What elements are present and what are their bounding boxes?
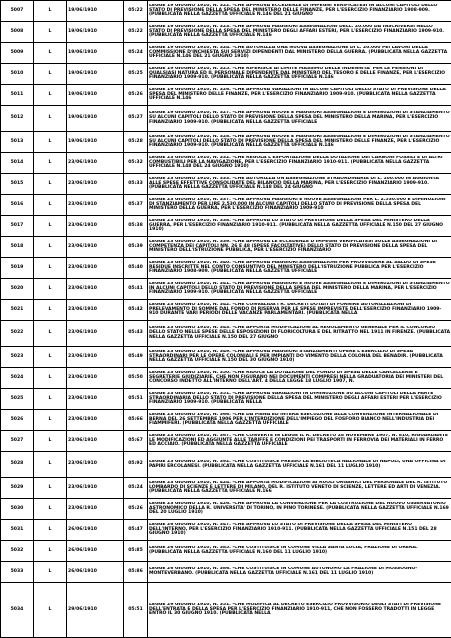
- act-type: L: [34, 410, 67, 431]
- act-description-text: LEGGE 23 GIUGNO 1910, N. 424. -CHE APPORTA MODIFICAZIONI AI RUOLI ORGANICI DEL PERSONALE DEL R. ISTITUTO LOMBARDO DI SCIENZE E LETTERE DI MILANO, DEL R. ISTITUTO VENETO DI SCIENZE, LETTERE ED ARTI DI VENEZIA. (PUBBLICATA NELLA GAZZETTA UFFICIALE N.166: [149, 481, 450, 495]
- act-date: 23/06/1910: [67, 216, 124, 237]
- page-ref: 05:24: [124, 43, 148, 64]
- table-row: [1, 583, 451, 638]
- act-type: L: [34, 279, 67, 300]
- act-date: 23/06/1910: [67, 347, 124, 368]
- act-description: [148, 499, 451, 520]
- act-date: 19/06/1910: [67, 85, 124, 106]
- act-type: L: [34, 1, 67, 22]
- page-ref: 05:33: [124, 174, 148, 195]
- entry-number: 5017: [1, 216, 34, 237]
- act-type: L: [34, 347, 67, 368]
- act-description-text: LEGGE 23 GIUGNO 1910, N. 426. -CHE APPROVA LA CONVENZIONE PER LA COSTRUZIONE DEL NUOVO OSSERVATORIO ASTRONOMICO DELLA R. UNIVERSITA' DI TORINO, IN PINO TORINESE. (PUBBLICATA NELLA GAZZETTA UFFICIALE N.169 DEL 20 LUGLIO 1910): [149, 502, 450, 516]
- act-type: L: [34, 520, 67, 541]
- page-ref: 05:39: [124, 237, 148, 258]
- act-description: [148, 258, 451, 279]
- act-description: [148, 368, 451, 389]
- act-type: L: [34, 300, 67, 321]
- act-type: L: [34, 216, 67, 237]
- act-type: L: [34, 174, 67, 195]
- table-row: [1, 389, 451, 410]
- table-row: [1, 258, 451, 279]
- act-description: [148, 1, 451, 22]
- entry-number: 5034: [1, 583, 34, 638]
- act-date: 26/06/1910: [67, 541, 124, 562]
- act-date: 23/06/1910: [67, 452, 124, 478]
- act-date: 19/06/1910: [67, 106, 124, 132]
- page-ref: 05:51: [124, 389, 148, 410]
- table-row: [1, 132, 451, 153]
- act-description-text: LEGGE 23 GIUGNO 1910, N. 337. -CHE APPROVA MAGGIORI E NUOVE ASSEGNAZIONI PER L. 2.530.000 E DIMINUZIONI DI STANZIAMENTO PER LIRE 2.530.000 IN ALCUNI CAPITOLI DELLO STATO DI PREVISIONE DELLA SPESA DEL MINISTERO DELLA GUERRA, PER L'ESERCIZIO FINANZIARIO 1909-910: [149, 198, 450, 212]
- act-date: 29/06/1910: [67, 583, 124, 638]
- act-description: [148, 562, 451, 583]
- act-description-text: LEGGE 19 GIUGNO 1910, N. 323. -CHE APPROVA MAGGIORI ASSEGNAZIONI DELL. 20.000 DA INSCRIVERSI NELLO STATO DI PREVISIONE DELLA SPESA DEL MINISTERO DEGLI AFFARI ESTERI, PER L'ESERCIZIO FINANZIARIO 1909-910. (PUBBLICATA NELLA GAZZETTA UFFICIALE N.146: [149, 25, 450, 39]
- act-description: [148, 195, 451, 216]
- act-description-text: LEGGE 23 GIUGNO 1910, N. 342. -CHE CONVALIDA I R. DECRETI DOTATI DI FORNIRE AUTORIZZAZIONI DI PRELEVAMENTO DI SOMME DAL FONDO DI RISERVA PER LE SPESE IMPREVISTE DELL'ESERCIZIO FINANZIARIO 1909-910 DURANTE VARI PERIODI DELLE VACANZE PARLAMENTARI. (PUBBLICATA NELLA: [149, 303, 450, 317]
- act-type: L: [34, 258, 67, 279]
- table-row: [1, 452, 451, 478]
- entry-number: 5025: [1, 389, 34, 410]
- act-description-text: LEGGE 19 GIUGNO 1910, N. 326. -CHE APPROVA VARIAZIONI IN ALCUNI CAPITOLI DELLO STATO DI PREVISIONE DELLA SPESA DEL MINISTERO DELLE FINANZE, PER L'ESERCIZIO FINANZIARIO 1909-910. (PUBBLICATA NELLA GAZZETTA UFFICIALE N.146: [149, 88, 450, 102]
- act-date: 23/06/1910: [67, 321, 124, 347]
- page-ref: 05:32: [124, 153, 148, 174]
- entry-number: 5026: [1, 410, 34, 431]
- entry-number: 5011: [1, 85, 34, 106]
- table-row: [1, 478, 451, 499]
- act-description: [148, 85, 451, 106]
- table-row: [1, 431, 451, 452]
- act-date: 23/06/1910: [67, 389, 124, 410]
- register-body: [1, 1, 451, 638]
- entry-number: 5024: [1, 368, 34, 389]
- act-type: L: [34, 43, 67, 64]
- entry-number: 5020: [1, 279, 34, 300]
- act-date: 23/06/1910: [67, 279, 124, 300]
- act-description: [148, 216, 451, 237]
- entry-number: 5008: [1, 22, 34, 43]
- act-date: 23/06/1910: [67, 478, 124, 499]
- page-ref: 05:67: [124, 431, 148, 452]
- entry-number: 5032: [1, 541, 34, 562]
- act-type: L: [34, 541, 67, 562]
- entry-number: 5015: [1, 174, 34, 195]
- act-type: L: [34, 499, 67, 520]
- act-description-text: LEGGE 23 GIUGNO 1910, N. 392. -CHE COSTITUISCE PRESSO LA BIBLIOTECA NAZIONALE DI NAPOLI, UNA OFFICINA DI PAPIRI ERCOLANESI. (PUBBLICATA NELLA GAZZETTA UFFICIALE N.161 DEL 11 LUGLIO 1910): [149, 460, 450, 470]
- act-date: 19/06/1910: [67, 1, 124, 22]
- act-description: [148, 237, 451, 258]
- page-ref: 05:38: [124, 216, 148, 237]
- act-description-text: LEGGE 26 GIUGNO 1910, N. 386. -CHE COSTITUISCE IN COMUNE AUTONOMO LA FRAZIONE DI MOSSOGNO-MONTEVERBANO. (PUBBLICATA NELLA GAZZETTA UFFICIALE N.161 DEL 11 LUGLIO 1910): [149, 567, 450, 577]
- entry-number: 5031: [1, 520, 34, 541]
- table-row: [1, 153, 451, 174]
- table-row: [1, 1, 451, 22]
- page-ref: 05:41: [124, 279, 148, 300]
- act-type: L: [34, 106, 67, 132]
- table-row: [1, 300, 451, 321]
- table-row: [1, 237, 451, 258]
- act-description-text: LEGGE 23 GIUGNO 1910, N. 349. -CHE APPROVA MAGGIORI STANZIAMENTI OPERE L'ESERCIZIO DI SPESA STRAORDINARI PER LE OPERE COLONIALI E PER IMPIANTI DO VIMENTO DELLA COLONIA DEL BENADIR. (PUBBLICATA NELLA GAZZETTA UFFICIALE N.150 DEL 30 GIUGNO 1910): [149, 350, 450, 364]
- page-ref: 05:40: [124, 258, 148, 279]
- page-ref: 05:43: [124, 321, 148, 347]
- act-type: L: [34, 237, 67, 258]
- act-description-text: LEGGE 23 GIUGNO 1910, N. 343. -CHE APPORTA MODIFICAZIONI AL REGOLAMENTO GENERALE PER IL CONCORSO DELLO STATO NELLE SPESE DELLE ESPOSIZIONI DI FLORICOLTURA E DEL RITRATTO NEL 1911 IN FIRENZE. (PUBBLICATA NELLA GAZZETTA UFFICIALE N.150 DEL 27 GIUGNO: [149, 326, 450, 340]
- act-date: 23/06/1910: [67, 258, 124, 279]
- act-date: 23/06/1910: [67, 410, 124, 431]
- act-description-text: LEGGE 23 GIUGNO 1910, N. 333. -CHE AUTORIZZA UN'ASSEGNAZIONE STRAORDINARIA DI L. 100.000 IN AGGIUNTA ALLE SPESE EFFETTIVE CONSOLIDATE DEL BILANCIO DELLA MARINA, PER L'ESERCIZIO FINANZIARIO 1909-910. (PUBBLICATA NELLA GAZZETTA UFFICIALE N.148 DEL 24 GIUGNO: [149, 177, 450, 191]
- act-description: [148, 520, 451, 541]
- act-description: [148, 389, 451, 410]
- act-description-text: LEGGE 19 GIUGNO 1910, N. 325. -CHE RIFERISCE AI LIMITE MASSIMO DELLE INDENNITA' PER LE PENSIONI DI QUALSIASI NATURA ED IL PERSONALE DIPENDENTE DAL MINISTERO DEL TESORO E DELLE FINANZE, PER L'ESERCIZIO FINANZIARIO 1909-910. (PUBBLICATA NELLA GAZZETTA UFFICIALE N.146: [149, 67, 450, 81]
- entry-number: 5018: [1, 237, 34, 258]
- page-ref: 05:26: [124, 85, 148, 106]
- act-date: 19/06/1910: [67, 132, 124, 153]
- act-type: L: [34, 368, 67, 389]
- act-description: [148, 174, 451, 195]
- act-description: [148, 478, 451, 499]
- act-description-text: LEGGE 23 GIUGNO 1910, N. 351. -CHE APPROVA VARIAZIONI IN DIMINUZIONE SU ALCUNI CAPITOLI DELLA PARTE STRAORDINARIA DELLO STATO DI PREVISIONE DELLA SPESA DEL MINISTERO DEGLI AFFARI ESTERI PER L'ESERCIZIO FINANZIARIO 1909-910. (PUBBLICATA NELLA: [149, 392, 450, 406]
- act-description: [148, 583, 451, 638]
- entry-number: 5027: [1, 431, 34, 452]
- act-date: 19/06/1910: [67, 43, 124, 64]
- page-ref: 05:22: [124, 1, 148, 22]
- act-description-text: LEGGE 23 GIUGNO 1910, N. 332. -CHE REGOLA L'ESPORTAZIONE DELLA DOTAZIONE DEI CARBONI FOSSILI E DI ALTRI COMBUSTIBILI PER LA NAVIGAZIONE, PER L'ESERCIZIO FINANZIARIO 1910-911. (PUBBLICATA NELLA GAZZETTA UFFICIALE N.148 DEL 24 GIUGNO 1910): [149, 156, 450, 170]
- page-ref: 05:92: [124, 452, 148, 478]
- table-row: [1, 368, 451, 389]
- act-description-text: LEGGE 19 GIUGNO 1910, N. 324. -CHE AUTORIZZA UNA NUOVA ASSEGNAZIONE DI L. 20.000 PEI LAVORI DELLA COMMISSIONE D'INCHIESTA SUI SERVIZI DIPENDENTI DAL MINISTERO DELLA GUERRA. (PUBBLICATA NELLA GAZZETTA UFFICIALE N.146 DEL 21 GIUGNO 1910): [149, 46, 450, 60]
- table-row: [1, 195, 451, 216]
- act-description: [148, 43, 451, 64]
- act-description: [148, 347, 451, 368]
- entry-number: 5010: [1, 64, 34, 85]
- entry-number: 5029: [1, 478, 34, 499]
- act-type: L: [34, 478, 67, 499]
- page-ref: 05:25: [124, 64, 148, 85]
- act-type: L: [34, 85, 67, 106]
- page-ref: 05:42: [124, 300, 148, 321]
- act-type: L: [34, 132, 67, 153]
- act-description-text: LEGGE 19 GIUGNO 1910, N. 328. -CHE APPROVA NUOVE E MAGGIORI ASSEGNAZIONI E DIMINUZIONI DI STANZIAMENTO SU ALCUNI CAPITOLI DELLO STATO DI PREVISIONE DELLA SPESA DEL MINISTERO DELLE FINANZE, PER L'ESERCIZIO FINANZIARIO 1909-910. (PUBBLICATA NELLA GAZZETTA UFFICIALE N.146: [149, 135, 450, 149]
- act-description-text: LEGGE 23 GIUGNO 1910, N. 367. -CHE CONVERTE IN LEGGE IL R. DECRETO 28 NOVEMBRE 1907, N. 810, RIGUARDANTE LE MODIFICAZIONI ED AGGIUNTE ALLE TARIFFE E CONDIZIONI PEI TRASPORTI IN FERROVIA DEI MATERIALI IN FERRO ED ACCIAIO. (PUBBLICATA NELLA GAZZETTA UFFICIALE: [149, 434, 450, 448]
- act-type: L: [34, 452, 67, 478]
- act-type: L: [34, 389, 67, 410]
- table-row: [1, 562, 451, 583]
- act-description: [148, 321, 451, 347]
- table-row: [1, 43, 451, 64]
- page-ref: 05:85: [124, 541, 148, 562]
- entry-number: 5007: [1, 1, 34, 22]
- act-description: [148, 132, 451, 153]
- page-ref: 05:66: [124, 410, 148, 431]
- act-description-text: LEGGE 23 GIUGNO 1910, N. 340. -CHE APPROVA MAGGIORI ASSEGNAZIONI PER PROVVEDERE AL SALDO DI SPESE RESIDUE INSCRITTE NEL CONTO CONSUNTIVO DEL MINISTERO DELL'ISTRUZIONE PUBBLICA PER L'ESERCIZIO FINANZIARIO 1908-909. (PUBBLICATA NELLA GAZZETTA UFFICIALE: [149, 261, 450, 275]
- entry-number: 5028: [1, 452, 34, 478]
- act-type: L: [34, 195, 67, 216]
- entry-number: 5023: [1, 347, 34, 368]
- act-description: [148, 22, 451, 43]
- act-date: 23/06/1910: [67, 431, 124, 452]
- table-row: [1, 216, 451, 237]
- table-row: [1, 85, 451, 106]
- act-description: [148, 279, 451, 300]
- page-ref: 05:51: [124, 583, 148, 638]
- entry-number: 5030: [1, 499, 34, 520]
- act-date: 19/06/1910: [67, 22, 124, 43]
- page-ref: 05:47: [124, 520, 148, 541]
- page-ref: 05:28: [124, 132, 148, 153]
- act-description-text: LEGGE 23 GIUGNO 1910, N. 338. -CHE APPROVA LO STATO DI PREVISIONE DELLA SPESA DEL MINISTERO DELLA GUERRA, PER L'ESERCIZIO FINANZIARIO 1910-911. (PUBBLICATA NELLA GAZZETTA UFFICIALE N.150 DEL 27 GIUGNO 1910): [149, 219, 450, 233]
- page-ref: 05:37: [124, 195, 148, 216]
- table-row: [1, 22, 451, 43]
- table-row: [1, 106, 451, 132]
- table-row: [1, 520, 451, 541]
- entry-number: 5019: [1, 258, 34, 279]
- act-type: L: [34, 153, 67, 174]
- table-row: [1, 174, 451, 195]
- act-date: 19/06/1910: [67, 64, 124, 85]
- act-description-text: LEGGE 26 GIUGNO 1910, N. 347. -CHE APPROVA LO STATO DI PREVISIONE DELLA SPESA DEL MINISTERO DELL'INTERNO, PER L'ESERCIZIO FINANZIARIO 1910-911. (PUBBLICATA NELLA GAZZETTA UFFICIALE N.151 DEL 28 GIUGNO 1910): [149, 523, 450, 537]
- act-description-text: LEGGE 23 GIUGNO 1910, N. 350. -CHE RIDUCE LA DOTAZIONE DEL FONDO DI SPESA DELLE CANCELLERIE E SEGRETERIE GIUDIZIARIE, CHE NON FIGURANO NEI DOCUMENTI COMPRESI NELLA GRADUATORIA DEI MINISTERI DEL CONCORSO INDETTO ALL'INTERNO DELL'ART. 4 DELLA LEGGE 18 LUGLIO 1907, N.: [149, 371, 450, 385]
- act-date: 26/06/1910: [67, 562, 124, 583]
- act-description-text: LEGGE 23 GIUGNO 1910, N. 339. -CHE APPROVA LE ECCEDENZE D'IMPEGNI VERIFICATESI SULLE ASSEGNAZIONI DI COMPETENZA DEI CAPITOLI NN. 26 E 48 (SPESE FACOLTATIVE) DELLO STATO DI PREVISIONE DELLA SPESA DEL MINISTERO DELL'ISTRUZIONE PUBBLICA, PER L'ESERCIZIO FINANZIARIO: [149, 240, 450, 254]
- entry-number: 5012: [1, 106, 34, 132]
- act-description-text: LEGGE 23 GIUGNO 1910, N. 366. -CHE DA PIENA ED INTERA ESECUZIONE ALLA CONVENZIONE INTERNAZIONALE DI BERNA DEL 26 SETTEMBRE 1906 PER L'INTERDIZIONE DELL'IMPIEGO DEL FOSFORO BIANCO NELL'INDUSTRIA DEI FIAMMIFERI. (PUBBLICATA NELLA GAZZETTA UFFICIALE: [149, 413, 450, 427]
- table-row: [1, 541, 451, 562]
- table-row: [1, 347, 451, 368]
- entry-number: 5016: [1, 195, 34, 216]
- act-description: [148, 106, 451, 132]
- act-type: L: [34, 64, 67, 85]
- page-ref: 05:24: [124, 478, 148, 499]
- act-description-text: LEGGE 19 GIUGNO 1910, N. 322. -CHE APPROVA ECCEDENZE DI IMPEGNI VERIFICATESI IN ALCUNI CAPITOLI DELLO STATO DI PREVISIONE DELLA SPESA DEL MINISTERO DELLE FINANZE, PER L'ESERCIZIO FINANZIARIO 1908-909. (PUBBLICATA NELLA GAZZETTA UFFICIALE N.146 DEL 21 GIUGNO: [149, 4, 450, 18]
- act-date: 26/06/1910: [67, 520, 124, 541]
- act-description: [148, 64, 451, 85]
- page-ref: 05:49: [124, 347, 148, 368]
- act-description: [148, 431, 451, 452]
- act-date: 23/06/1910: [67, 195, 124, 216]
- act-description-text: LEGGE 19 GIUGNO 1910, N. 327. -CHE APPROVA NUOVE E MAGGIORI ASSEGNAZIONI E DIMINUZIONI DI STANZIAMENTO SU ALCUNI CAPITOLI DELLO STATO DI PREVISIONE DELLA SPESA DEL MINISTERO DELLA MARINA, PER L'ESERCIZIO FINANZIARIO 1909-910. (PUBBLICATA NELLA GAZZETTA UFFICIALE: [149, 111, 450, 125]
- act-type: L: [34, 22, 67, 43]
- table-row: [1, 410, 451, 431]
- page-ref: 05:50: [124, 368, 148, 389]
- act-date: 23/06/1910: [67, 153, 124, 174]
- entry-number: 5014: [1, 153, 34, 174]
- act-description-text: LEGGE 23 GIUGNO 1910, N. 341. -CHE APPROVA MAGGIORI E NUOVE ASSEGNAZIONI E DIMINUZIONI DI STANZIAMENTO IN ALCUNI CAPITOLI DELLO STATO DI PREVISIONE DELLA SPESA DEL MINISTERO DELLA MARINA, PER L'ESERCIZIO FINANZIARIO 1909-910. (PUBBLICATA NELLA GAZZETTA UFFICIALE: [149, 282, 450, 296]
- table-row: [1, 279, 451, 300]
- act-date: 23/06/1910: [67, 368, 124, 389]
- page-ref: 05:27: [124, 106, 148, 132]
- act-type: L: [34, 562, 67, 583]
- entry-number: 5009: [1, 43, 34, 64]
- entry-number: 5013: [1, 132, 34, 153]
- entry-number: 5021: [1, 300, 34, 321]
- entry-number: 5033: [1, 562, 34, 583]
- act-type: L: [34, 431, 67, 452]
- act-description-text: LEGGE 29 GIUGNO 1910, N. 351. -CHE MODIFICA AL DECRETO ESERCIZIO PROVVISORIO DEGLI STATI DI PREVISIONE DELL'ENTRATA E DELLA SPESA PER L'ESERCIZIO FINANZIARIO 1910-911, CHE NON FOSSERO TRADOTTI IN LEGGE ENTRO IL 30 GIUGNO 1910. (PUBBLICATA NELLA: [149, 603, 450, 617]
- act-description: [148, 410, 451, 431]
- table-row: [1, 64, 451, 85]
- act-type: L: [34, 321, 67, 347]
- act-date: 23/06/1910: [67, 237, 124, 258]
- act-description: [148, 300, 451, 321]
- entry-number: 5022: [1, 321, 34, 347]
- act-description: [148, 153, 451, 174]
- page-ref: 05:26: [124, 499, 148, 520]
- act-description-text: LEGGE 26 GIUGNO 1910, N. 385. -CHE COSTITUISCE IN COMUNE VILLA SANTA LUCIA, FRAZIONE DI ORERA. (PUBBLICATA NELLA GAZZETTA UFFICIALE N.160 DEL 11 LUGLIO 1910): [149, 546, 450, 556]
- act-description: [148, 541, 451, 562]
- act-description: [148, 452, 451, 478]
- act-date: 23/06/1910: [67, 174, 124, 195]
- act-date: 23/06/1910: [67, 300, 124, 321]
- act-type: L: [34, 583, 67, 638]
- table-row: [1, 321, 451, 347]
- act-date: 23/06/1910: [67, 499, 124, 520]
- page-ref: 05:22: [124, 22, 148, 43]
- table-row: [1, 499, 451, 520]
- page-ref: 05:86: [124, 562, 148, 583]
